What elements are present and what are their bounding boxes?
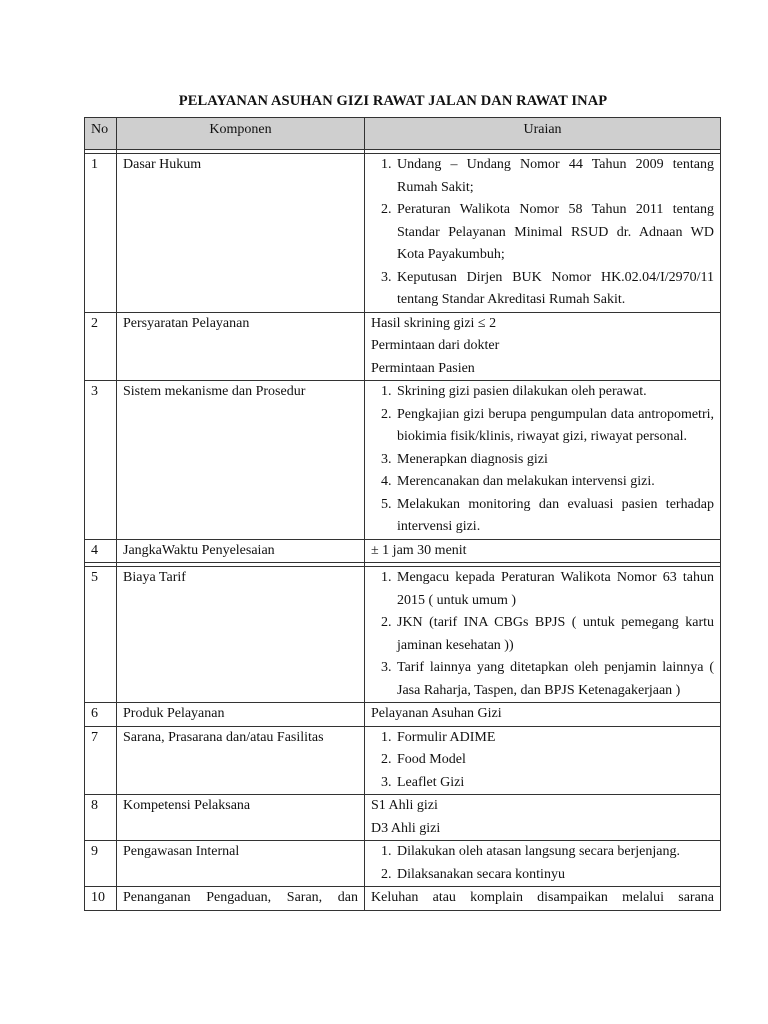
row-komponen: Dasar Hukum [117, 154, 365, 313]
uraian-list [371, 567, 714, 702]
list-item: 3. Tarif lainnya yang ditetapkan oleh penjamin lainnya ( Jasa Raharja, Taspen, dan BPJS Ketenagakerjaan ) [395, 657, 714, 702]
table-row [85, 887, 721, 911]
list-item: 2. Food Model [395, 749, 714, 772]
row-number: 8 [85, 795, 117, 841]
uraian-list [371, 727, 714, 795]
row-number: 7 [85, 726, 117, 795]
uraian-line: Permintaan Pasien [371, 360, 475, 376]
uraian-line: ± 1 jam 30 menit [371, 542, 467, 558]
list-item: 2. Pengkajian gizi berupa pengumpulan data antropometri, biokimia fisik/klinis, riwayat gizi, riwayat personal. [395, 404, 714, 449]
row-number: 9 [85, 841, 117, 887]
table-row [85, 312, 721, 381]
service-table [84, 117, 721, 911]
uraian-line: Hasil skrining gizi ≤ 2 [371, 315, 497, 331]
list-item: 1. Dilakukan oleh atasan langsung secara berjenjang. [395, 841, 714, 864]
row-uraian [365, 726, 721, 795]
table-row [85, 795, 721, 841]
header-uraian: Uraian [365, 118, 721, 150]
uraian-line: S1 Ahli gizi [371, 798, 438, 813]
list-item: 3. Keputusan Dirjen BUK Nomor HK.02.04/I/2970/11 tentang Standar Akreditasi Rumah Sakit. [395, 267, 714, 312]
table-row [85, 381, 721, 540]
row-uraian [365, 567, 721, 703]
row-number: 3 [85, 381, 117, 540]
row-komponen: Biaya Tarif [117, 567, 365, 703]
row-komponen [117, 887, 365, 911]
uraian-line: Keluhan atau komplain disampaikan melalui sarana [371, 890, 714, 905]
row-number: 2 [85, 312, 117, 381]
row-number: 6 [85, 703, 117, 727]
header-no: No [85, 118, 117, 150]
table-row [85, 154, 721, 313]
table-header-row [85, 118, 721, 150]
uraian-list [371, 841, 714, 886]
row-number: 5 [85, 567, 117, 703]
list-item: 3. Menerapkan diagnosis gizi [395, 449, 714, 472]
row-uraian [365, 703, 721, 727]
table-row [85, 726, 721, 795]
row-number: 1 [85, 154, 117, 313]
row-uraian [365, 154, 721, 313]
list-item: 1. Undang – Undang Nomor 44 Tahun 2009 tentang Rumah Sakit; [395, 154, 714, 199]
uraian-list [371, 154, 714, 312]
list-item: 1. Mengacu kepada Peraturan Walikota Nomor 63 tahun 2015 ( untuk umum ) [395, 567, 714, 612]
row-komponen: Sarana, Prasarana dan/atau Fasilitas [117, 726, 365, 795]
row-komponen: Persyaratan Pelayanan [117, 312, 365, 381]
row-komponen: JangkaWaktu Penyelesaian [117, 539, 365, 563]
list-item: 3. Leaflet Gizi [395, 772, 714, 795]
header-komponen: Komponen [117, 118, 365, 150]
row-uraian [365, 381, 721, 540]
row-komponen: Sistem mekanisme dan Prosedur [117, 381, 365, 540]
uraian-line: Permintaan dari dokter [371, 338, 500, 353]
list-item: 2. Dilaksanakan secara kontinyu [395, 864, 714, 887]
page-title: PELAYANAN ASUHAN GIZI RAWAT JALAN DAN RAWAT INAP [178, 93, 608, 109]
row-uraian [365, 539, 721, 563]
row-uraian [365, 887, 721, 911]
row-number: 10 [85, 887, 117, 911]
list-item: 1. Formulir ADIME [395, 727, 714, 750]
list-item: 2. JKN (tarif INA CBGs BPJS ( untuk pemegang kartu jaminan kesehatan )) [395, 612, 714, 657]
table-row [85, 703, 721, 727]
uraian-list [371, 381, 714, 539]
uraian-line: D3 Ahli gizi [371, 820, 441, 836]
list-item: 2. Peraturan Walikota Nomor 58 Tahun 2011 tentang Standar Pelayanan Minimal RSUD dr. Adnaan WD Kota Payakumbuh; [395, 199, 714, 267]
row-komponen: Pengawasan Internal [117, 841, 365, 887]
row-uraian [365, 795, 721, 841]
komponen-text: Penanganan Pengaduan, Saran, dan [123, 890, 358, 905]
row-uraian [365, 841, 721, 887]
row-uraian [365, 312, 721, 381]
list-item: 5. Melakukan monitoring dan evaluasi pasien terhadap intervensi gizi. [395, 494, 714, 539]
row-number: 4 [85, 539, 117, 563]
list-item: 1. Skrining gizi pasien dilakukan oleh perawat. [395, 381, 714, 404]
row-komponen: Produk Pelayanan [117, 703, 365, 727]
list-item: 4. Merencanakan dan melakukan intervensi gizi. [395, 471, 714, 494]
uraian-line: Pelayanan Asuhan Gizi [371, 706, 502, 721]
row-komponen: Kompetensi Pelaksana [117, 795, 365, 841]
table-row [85, 841, 721, 887]
table-row [85, 539, 721, 563]
table-row [85, 567, 721, 703]
